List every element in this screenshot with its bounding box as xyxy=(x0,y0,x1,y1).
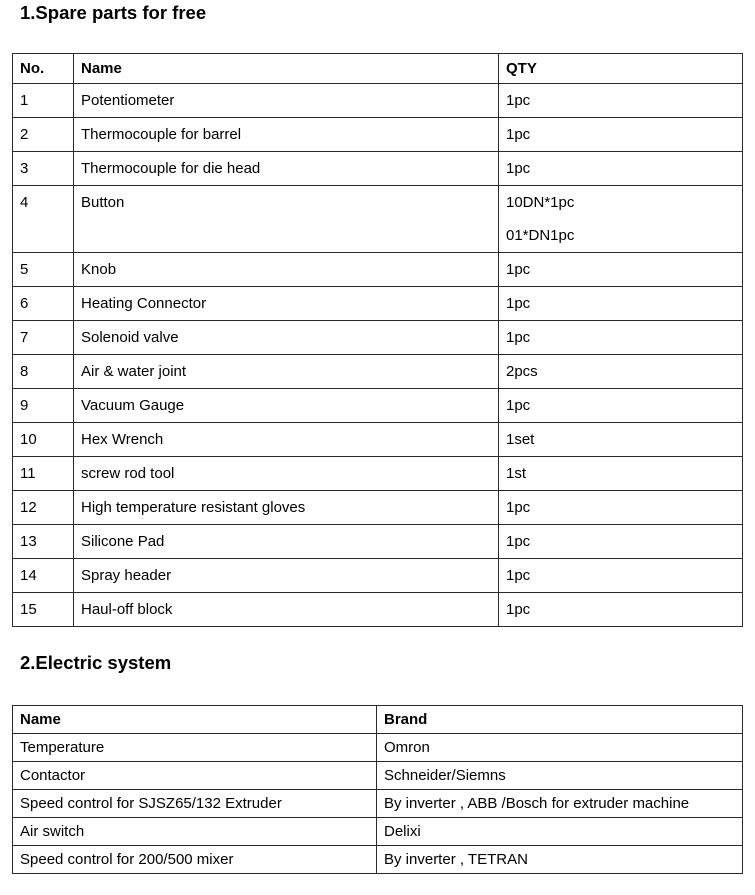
cell-no: 1 xyxy=(13,84,74,118)
cell-qty xyxy=(499,525,743,559)
cell-brand: By inverter , TETRAN xyxy=(377,846,743,874)
qty-value: 1pc xyxy=(506,601,531,618)
qty-value: 1pc xyxy=(506,160,531,177)
cell-qty xyxy=(499,491,743,525)
cell-name: Potentiometer xyxy=(74,84,499,118)
table-row xyxy=(13,491,743,525)
cell-no: 7 xyxy=(13,321,74,355)
cell-name: Air switch xyxy=(13,818,377,846)
cell-no: 14 xyxy=(13,559,74,593)
cell-no: 15 xyxy=(13,593,74,627)
cell-no: 3 xyxy=(13,152,74,186)
section-title-spare-parts: 1.Spare parts for free xyxy=(20,2,207,23)
table-row xyxy=(13,355,743,389)
cell-name: Speed control for 200/500 mixer xyxy=(13,846,377,874)
table-row xyxy=(13,818,743,846)
cell-name: Temperature xyxy=(13,734,377,762)
table-header-row xyxy=(13,706,743,734)
cell-no: 11 xyxy=(13,457,74,491)
table-row xyxy=(13,423,743,457)
table-row xyxy=(13,321,743,355)
column-header-brand: Brand xyxy=(377,706,743,734)
cell-qty xyxy=(499,84,743,118)
cell-no: 12 xyxy=(13,491,74,525)
column-header-name: Name xyxy=(74,54,499,84)
table-row xyxy=(13,525,743,559)
qty-value: 1pc xyxy=(506,533,531,550)
cell-qty xyxy=(499,321,743,355)
qty-value: 1set xyxy=(506,431,535,448)
table-row xyxy=(13,559,743,593)
cell-brand: By inverter , ABB /Bosch for extruder machine xyxy=(377,790,743,818)
cell-no: 6 xyxy=(13,287,74,321)
table-row xyxy=(13,762,743,790)
cell-name: Heating Connector xyxy=(74,287,499,321)
table-row xyxy=(13,389,743,423)
table-row xyxy=(13,118,743,152)
electric-system-table xyxy=(12,705,743,874)
qty-value: 1pc xyxy=(506,126,531,143)
table-row xyxy=(13,457,743,491)
cell-name: Air & water joint xyxy=(74,355,499,389)
cell-name: Hex Wrench xyxy=(74,423,499,457)
cell-no: 5 xyxy=(13,253,74,287)
qty-value: 1pc xyxy=(506,397,531,414)
qty-value: 10DN*1pc xyxy=(506,194,575,211)
cell-qty xyxy=(499,287,743,321)
cell-no: 13 xyxy=(13,525,74,559)
column-header-no: No. xyxy=(13,54,74,84)
cell-brand: Delixi xyxy=(377,818,743,846)
cell-qty xyxy=(499,457,743,491)
cell-name: Silicone Pad xyxy=(74,525,499,559)
cell-no: 9 xyxy=(13,389,74,423)
cell-qty xyxy=(499,423,743,457)
cell-name: Contactor xyxy=(13,762,377,790)
table-row xyxy=(13,846,743,874)
cell-qty xyxy=(499,559,743,593)
qty-value: 1pc xyxy=(506,295,531,312)
cell-no: 4 xyxy=(13,186,74,253)
cell-qty xyxy=(499,389,743,423)
qty-value: 1pc xyxy=(506,499,531,516)
cell-name: Thermocouple for die head xyxy=(74,152,499,186)
cell-qty xyxy=(499,152,743,186)
table-row xyxy=(13,593,743,627)
cell-name: Speed control for SJSZ65/132 Extruder xyxy=(13,790,377,818)
table-row xyxy=(13,186,743,253)
table-row xyxy=(13,253,743,287)
cell-name: screw rod tool xyxy=(74,457,499,491)
cell-no: 10 xyxy=(13,423,74,457)
table-row xyxy=(13,287,743,321)
qty-value: 1pc xyxy=(506,567,531,584)
cell-name: Spray header xyxy=(74,559,499,593)
cell-name: Solenoid valve xyxy=(74,321,499,355)
cell-name: Button xyxy=(74,186,499,253)
cell-qty xyxy=(499,593,743,627)
qty-value: 01*DN1pc xyxy=(506,227,575,244)
spare-parts-table xyxy=(12,53,743,627)
table-row xyxy=(13,84,743,118)
column-header-qty: QTY xyxy=(499,54,743,84)
cell-qty xyxy=(499,253,743,287)
table-row xyxy=(13,790,743,818)
cell-name: High temperature resistant gloves xyxy=(74,491,499,525)
qty-value: 1pc xyxy=(506,329,531,346)
table-row xyxy=(13,152,743,186)
cell-name: Haul-off block xyxy=(74,593,499,627)
cell-name: Thermocouple for barrel xyxy=(74,118,499,152)
qty-value: 1st xyxy=(506,465,527,482)
qty-value: 1pc xyxy=(506,261,531,278)
cell-no: 8 xyxy=(13,355,74,389)
table-header-row xyxy=(13,54,743,84)
table-row xyxy=(13,734,743,762)
cell-brand: Omron xyxy=(377,734,743,762)
cell-name: Vacuum Gauge xyxy=(74,389,499,423)
qty-value: 1pc xyxy=(506,92,531,109)
column-header-name: Name xyxy=(13,706,377,734)
section-title-electric-system: 2.Electric system xyxy=(20,652,172,673)
cell-name: Knob xyxy=(74,253,499,287)
cell-no: 2 xyxy=(13,118,74,152)
cell-brand: Schneider/Siemns xyxy=(377,762,743,790)
cell-qty xyxy=(499,355,743,389)
cell-qty xyxy=(499,118,743,152)
qty-value: 2pcs xyxy=(506,363,538,380)
cell-qty xyxy=(499,186,743,253)
